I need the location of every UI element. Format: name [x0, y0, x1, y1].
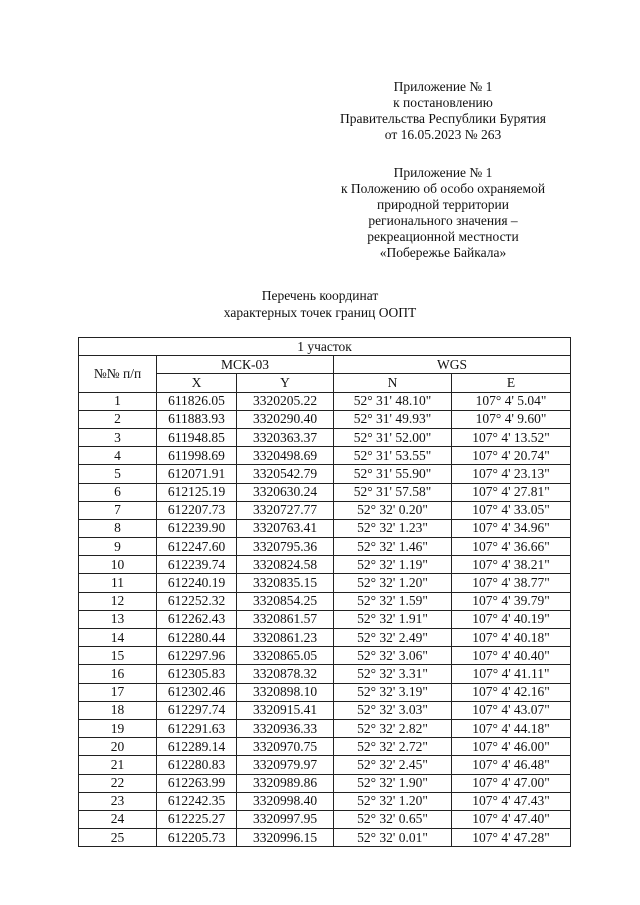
- cell-y: 3320727.77: [237, 501, 334, 519]
- cell-x: 612291.63: [157, 719, 237, 737]
- cell-y: 3320542.79: [237, 465, 334, 483]
- table-row: [79, 410, 571, 428]
- cell-n: 52° 32' 1.91": [334, 610, 452, 628]
- cell-y: 3320998.40: [237, 792, 334, 810]
- table-row: [79, 829, 571, 847]
- cell-number: 4: [79, 447, 157, 465]
- cell-number: 22: [79, 774, 157, 792]
- cell-e: 107° 4' 46.48": [452, 756, 571, 774]
- table-row: [79, 738, 571, 756]
- cell-x: 612207.73: [157, 501, 237, 519]
- cell-n: 52° 31' 57.58": [334, 483, 452, 501]
- cell-e: 107° 4' 41.11": [452, 665, 571, 683]
- cell-e: 107° 4' 43.07": [452, 701, 571, 719]
- cell-y: 3320970.75: [237, 738, 334, 756]
- cell-y: 3320997.95: [237, 810, 334, 828]
- cell-y: 3320865.05: [237, 647, 334, 665]
- table-row: [79, 501, 571, 519]
- cell-e: 107° 4' 33.05": [452, 501, 571, 519]
- cell-n: 52° 32' 3.19": [334, 683, 452, 701]
- cell-e: 107° 4' 40.19": [452, 610, 571, 628]
- cell-number: 14: [79, 629, 157, 647]
- cell-n: 52° 32' 3.06": [334, 647, 452, 665]
- cell-e: 107° 4' 40.18": [452, 629, 571, 647]
- cell-x: 612125.19: [157, 483, 237, 501]
- cell-e: 107° 4' 27.81": [452, 483, 571, 501]
- cell-number: 23: [79, 792, 157, 810]
- document-title: [0, 287, 640, 321]
- column-header-number: №№ п/п: [79, 356, 157, 392]
- cell-x: 611826.05: [157, 392, 237, 410]
- cell-e: 107° 4' 20.74": [452, 447, 571, 465]
- header-line: «Побережье Байкала»: [379, 245, 507, 260]
- table-row: [79, 465, 571, 483]
- cell-y: 3320205.22: [237, 392, 334, 410]
- cell-number: 6: [79, 483, 157, 501]
- header-line: Приложение № 1: [393, 165, 493, 180]
- table-row: [79, 592, 571, 610]
- table-row: [79, 428, 571, 446]
- title-line: характерных точек границ ООПТ: [223, 305, 417, 320]
- header-line: к постановлению: [393, 95, 493, 110]
- cell-number: 16: [79, 665, 157, 683]
- cell-y: 3320795.36: [237, 538, 334, 556]
- cell-x: 612280.83: [157, 756, 237, 774]
- annex-header-resolution: [320, 79, 566, 143]
- cell-y: 3320936.33: [237, 719, 334, 737]
- cell-y: 3320290.40: [237, 410, 334, 428]
- cell-y: 3320989.86: [237, 774, 334, 792]
- table-row: [79, 392, 571, 410]
- cell-y: 3320915.41: [237, 701, 334, 719]
- cell-x: 612240.19: [157, 574, 237, 592]
- cell-y: 3320861.57: [237, 610, 334, 628]
- cell-x: 612225.27: [157, 810, 237, 828]
- cell-e: 107° 4' 46.00": [452, 738, 571, 756]
- cell-e: 107° 4' 13.52": [452, 428, 571, 446]
- cell-y: 3320630.24: [237, 483, 334, 501]
- cell-y: 3320878.32: [237, 665, 334, 683]
- table-row: [79, 665, 571, 683]
- cell-x: 612247.60: [157, 538, 237, 556]
- cell-x: 612239.90: [157, 519, 237, 537]
- header-line: рекреационной местности: [367, 229, 519, 244]
- cell-y: 3320498.69: [237, 447, 334, 465]
- header-line: от 16.05.2023 № 263: [384, 127, 502, 142]
- cell-number: 11: [79, 574, 157, 592]
- cell-number: 24: [79, 810, 157, 828]
- cell-n: 52° 31' 52.00": [334, 428, 452, 446]
- cell-y: 3320824.58: [237, 556, 334, 574]
- cell-number: 17: [79, 683, 157, 701]
- cell-n: 52° 32' 0.65": [334, 810, 452, 828]
- table-row: [79, 538, 571, 556]
- cell-number: 15: [79, 647, 157, 665]
- table-row: [79, 792, 571, 810]
- cell-x: 612305.83: [157, 665, 237, 683]
- cell-n: 52° 31' 53.55": [334, 447, 452, 465]
- table-body: [79, 392, 571, 847]
- cell-x: 612297.74: [157, 701, 237, 719]
- cell-number: 1: [79, 392, 157, 410]
- cell-number: 5: [79, 465, 157, 483]
- cell-y: 3320898.10: [237, 683, 334, 701]
- cell-x: 612297.96: [157, 647, 237, 665]
- header-line: к Положению об особо охраняемой: [340, 181, 546, 196]
- table-row: [79, 519, 571, 537]
- cell-n: 52° 32' 1.23": [334, 519, 452, 537]
- cell-e: 107° 4' 44.18": [452, 719, 571, 737]
- cell-e: 107° 4' 47.43": [452, 792, 571, 810]
- cell-e: 107° 4' 47.40": [452, 810, 571, 828]
- cell-n: 52° 32' 1.90": [334, 774, 452, 792]
- cell-e: 107° 4' 42.16": [452, 683, 571, 701]
- cell-x: 611998.69: [157, 447, 237, 465]
- cell-x: 611948.85: [157, 428, 237, 446]
- cell-x: 611883.93: [157, 410, 237, 428]
- header-line: Приложение № 1: [393, 79, 493, 94]
- table-row: [79, 647, 571, 665]
- cell-x: 612239.74: [157, 556, 237, 574]
- table-row: [79, 701, 571, 719]
- table-row: [79, 483, 571, 501]
- header-line: природной территории: [376, 197, 510, 212]
- cell-n: 52° 32' 0.01": [334, 829, 452, 847]
- cell-n: 52° 31' 55.90": [334, 465, 452, 483]
- table-row: [79, 610, 571, 628]
- cell-number: 12: [79, 592, 157, 610]
- cell-n: 52° 32' 3.03": [334, 701, 452, 719]
- cell-number: 3: [79, 428, 157, 446]
- cell-x: 612262.43: [157, 610, 237, 628]
- cell-number: 7: [79, 501, 157, 519]
- cell-e: 107° 4' 40.40": [452, 647, 571, 665]
- cell-e: 107° 4' 9.60": [452, 410, 571, 428]
- cell-y: 3320763.41: [237, 519, 334, 537]
- cell-number: 13: [79, 610, 157, 628]
- cell-number: 10: [79, 556, 157, 574]
- header-line: Правительства Республики Бурятия: [340, 111, 546, 126]
- cell-x: 612205.73: [157, 829, 237, 847]
- table-row: [79, 574, 571, 592]
- table-row: [79, 810, 571, 828]
- cell-e: 107° 4' 47.00": [452, 774, 571, 792]
- cell-y: 3320854.25: [237, 592, 334, 610]
- cell-n: 52° 32' 2.72": [334, 738, 452, 756]
- title-line: Перечень координат: [261, 288, 379, 303]
- cell-number: 20: [79, 738, 157, 756]
- cell-e: 107° 4' 38.77": [452, 574, 571, 592]
- cell-n: 52° 32' 2.45": [334, 756, 452, 774]
- cell-n: 52° 32' 2.82": [334, 719, 452, 737]
- cell-number: 18: [79, 701, 157, 719]
- cell-n: 52° 32' 1.59": [334, 592, 452, 610]
- table-row: [79, 556, 571, 574]
- table-row: [79, 719, 571, 737]
- cell-number: 2: [79, 410, 157, 428]
- cell-x: 612242.35: [157, 792, 237, 810]
- cell-number: 25: [79, 829, 157, 847]
- cell-number: 8: [79, 519, 157, 537]
- cell-e: 107° 4' 23.13": [452, 465, 571, 483]
- column-header-e: E: [452, 374, 571, 392]
- cell-y: 3320996.15: [237, 829, 334, 847]
- table-row: [79, 683, 571, 701]
- cell-x: 612302.46: [157, 683, 237, 701]
- cell-x: 612071.91: [157, 465, 237, 483]
- cell-n: 52° 32' 1.46": [334, 538, 452, 556]
- cell-e: 107° 4' 5.04": [452, 392, 571, 410]
- cell-x: 612280.44: [157, 629, 237, 647]
- cell-n: 52° 32' 1.19": [334, 556, 452, 574]
- cell-x: 612263.99: [157, 774, 237, 792]
- column-group-wgs: WGS: [334, 356, 571, 374]
- cell-n: 52° 32' 1.20": [334, 574, 452, 592]
- cell-e: 107° 4' 36.66": [452, 538, 571, 556]
- cell-e: 107° 4' 39.79": [452, 592, 571, 610]
- table-row: [79, 756, 571, 774]
- cell-x: 612289.14: [157, 738, 237, 756]
- column-group-msk: МСК-03: [157, 356, 334, 374]
- annex-header-regulation: [320, 165, 566, 261]
- table-row: [79, 629, 571, 647]
- cell-n: 52° 32' 0.20": [334, 501, 452, 519]
- cell-n: 52° 32' 1.20": [334, 792, 452, 810]
- cell-e: 107° 4' 34.96": [452, 519, 571, 537]
- cell-n: 52° 31' 48.10": [334, 392, 452, 410]
- cell-y: 3320979.97: [237, 756, 334, 774]
- cell-x: 612252.32: [157, 592, 237, 610]
- cell-n: 52° 32' 3.31": [334, 665, 452, 683]
- column-header-y: Y: [237, 374, 334, 392]
- cell-number: 19: [79, 719, 157, 737]
- column-header-n: N: [334, 374, 452, 392]
- section-title: 1 участок: [79, 338, 571, 356]
- cell-y: 3320861.23: [237, 629, 334, 647]
- column-header-x: X: [157, 374, 237, 392]
- cell-number: 9: [79, 538, 157, 556]
- cell-n: 52° 32' 2.49": [334, 629, 452, 647]
- coordinates-table: [78, 337, 571, 847]
- cell-n: 52° 31' 49.93": [334, 410, 452, 428]
- table-row: [79, 447, 571, 465]
- cell-e: 107° 4' 38.21": [452, 556, 571, 574]
- cell-y: 3320835.15: [237, 574, 334, 592]
- cell-e: 107° 4' 47.28": [452, 829, 571, 847]
- table-row: [79, 774, 571, 792]
- cell-y: 3320363.37: [237, 428, 334, 446]
- cell-number: 21: [79, 756, 157, 774]
- header-line: регионального значения –: [368, 213, 518, 228]
